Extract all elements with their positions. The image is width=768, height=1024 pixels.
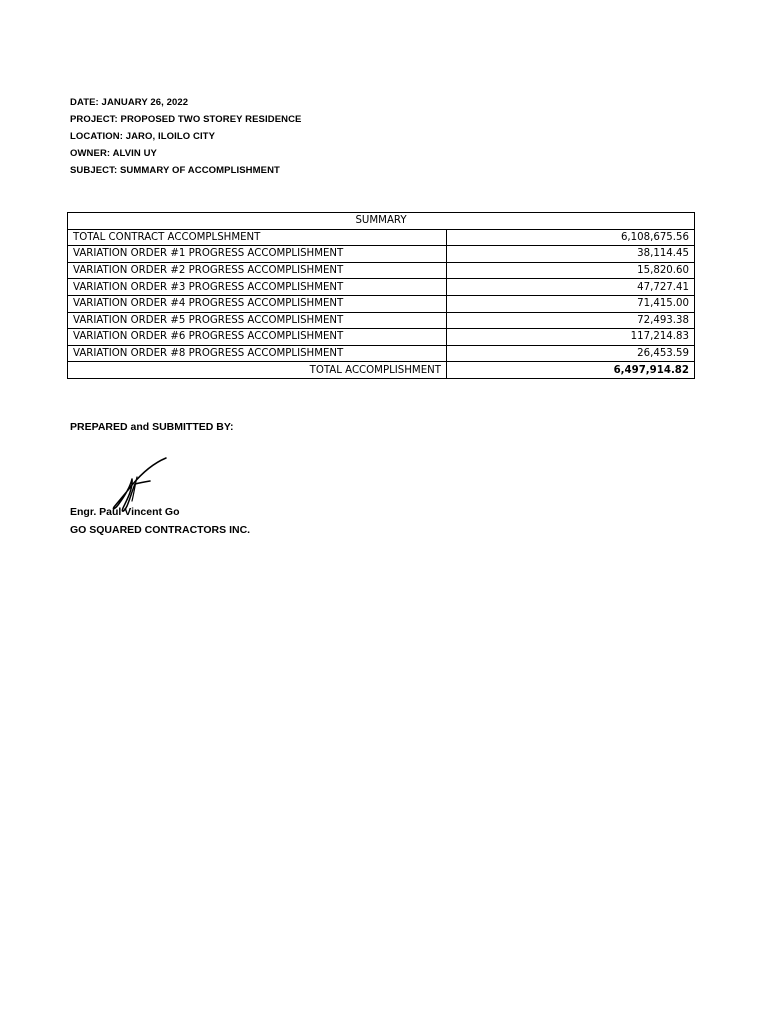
summary-table [67, 212, 695, 379]
table-row [68, 345, 695, 362]
project-line: PROJECT: PROPOSED TWO STOREY RESIDENCE [70, 114, 302, 125]
date-line: DATE: JANUARY 26, 2022 [70, 97, 189, 108]
table-row [68, 262, 695, 279]
row-amount: 71,415.00 [447, 295, 695, 312]
row-description: VARIATION ORDER #3 PROGRESS ACCOMPLISHMENT [68, 279, 447, 296]
prepared-by-heading: PREPARED and SUBMITTED BY: [70, 421, 234, 433]
table-row [68, 229, 695, 246]
row-description: VARIATION ORDER #6 PROGRESS ACCOMPLISHMENT [68, 329, 447, 346]
table-row [68, 246, 695, 263]
row-description: VARIATION ORDER #1 PROGRESS ACCOMPLISHMENT [68, 246, 447, 263]
signer-company: GO SQUARED CONTRACTORS INC. [70, 524, 251, 536]
summary-caption: SUMMARY [68, 213, 695, 230]
row-description: TOTAL CONTRACT ACCOMPLSHMENT [68, 229, 447, 246]
signer-name: Engr. Paul Vincent Go [70, 506, 180, 518]
total-amount: 6,497,914.82 [447, 362, 695, 379]
row-amount: 72,493.38 [447, 312, 695, 329]
table-row [68, 279, 695, 296]
subject-line: SUBJECT: SUMMARY OF ACCOMPLISHMENT [70, 165, 280, 176]
table-row [68, 329, 695, 346]
owner-line: OWNER: ALVIN UY [70, 148, 157, 159]
row-amount: 117,214.83 [447, 329, 695, 346]
table-row [68, 312, 695, 329]
table-row [68, 295, 695, 312]
location-line: LOCATION: JARO, ILOILO CITY [70, 131, 216, 142]
row-amount: 15,820.60 [447, 262, 695, 279]
document-header [70, 94, 302, 179]
row-amount: 47,727.41 [447, 279, 695, 296]
total-row [68, 362, 695, 379]
row-amount: 38,114.45 [447, 246, 695, 263]
row-amount: 26,453.59 [447, 345, 695, 362]
row-description: VARIATION ORDER #8 PROGRESS ACCOMPLISHMENT [68, 345, 447, 362]
row-description: VARIATION ORDER #4 PROGRESS ACCOMPLISHMENT [68, 295, 447, 312]
signature-icon [106, 455, 172, 517]
row-amount: 6,108,675.56 [447, 229, 695, 246]
row-description: VARIATION ORDER #2 PROGRESS ACCOMPLISHMENT [68, 262, 447, 279]
summary-caption-row [68, 213, 695, 230]
total-label: TOTAL ACCOMPLISHMENT [68, 362, 447, 379]
row-description: VARIATION ORDER #5 PROGRESS ACCOMPLISHMENT [68, 312, 447, 329]
